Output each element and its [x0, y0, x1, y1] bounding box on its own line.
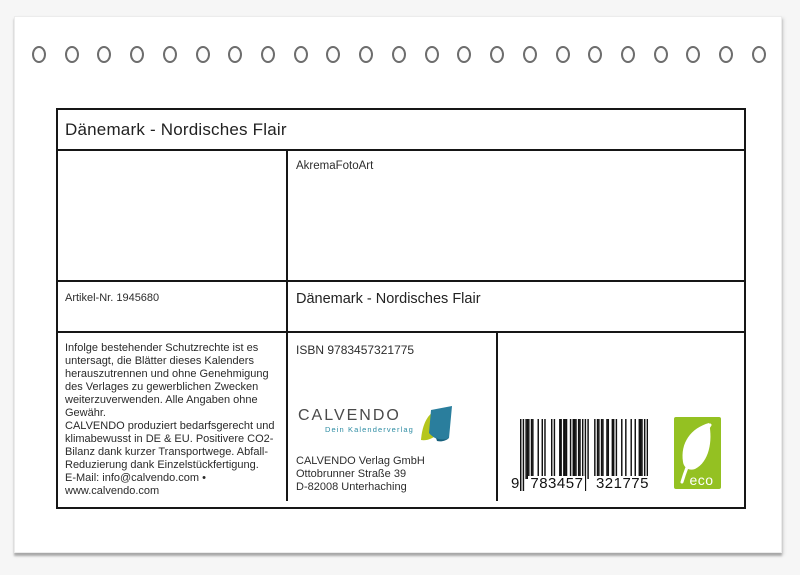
binding-hole — [32, 46, 46, 63]
binding-hole — [654, 46, 668, 63]
product-title: Dänemark - Nordisches Flair — [296, 291, 481, 307]
calendar-title: Dänemark - Nordisches Flair — [65, 119, 287, 139]
barcode-digits-left: 783457 — [530, 475, 584, 492]
calvendo-tagline: Dein Kalenderverlag — [325, 425, 414, 434]
binding-hole — [457, 46, 471, 63]
empty-cell — [58, 151, 288, 280]
binding-hole — [326, 46, 340, 63]
calvendo-wordmark-block — [298, 407, 414, 434]
legal-production-text: CALVENDO produziert bedarfsgerecht und klimabewusst in DE & EU. Positivere CO2-Bilanz dank kurzer Transportwege. Abfall-Reduzierung dank Einzelstückfertigung. — [65, 420, 275, 471]
binding-hole — [490, 46, 504, 63]
photographer-cell — [288, 151, 744, 280]
eco-badge — [674, 417, 721, 489]
article-row — [58, 282, 744, 333]
binding-hole — [359, 46, 373, 63]
publisher-city: D-82008 Unterhaching — [296, 481, 407, 493]
legal-text — [58, 333, 286, 498]
binding-hole — [752, 46, 766, 63]
binding-hole — [65, 46, 79, 63]
calvendo-page-flip-icon — [419, 405, 453, 448]
legal-contact-text: E-Mail: info@calvendo.com • www.calvendo.com — [65, 472, 206, 497]
barcode-cell — [498, 333, 744, 501]
isbn-number: ISBN 9783457321775 — [296, 343, 415, 357]
publisher-name: CALVENDO Verlag GmbH — [296, 455, 425, 467]
photographer-name: AkremaFotoArt — [296, 160, 374, 172]
binding-hole — [523, 46, 537, 63]
binding-hole — [719, 46, 733, 63]
photographer-row — [58, 151, 744, 282]
binding-hole — [621, 46, 635, 63]
publisher-street: Ottobrunner Straße 39 — [296, 468, 407, 480]
binding-hole — [261, 46, 275, 63]
barcode-digits — [509, 476, 651, 491]
binding-hole — [392, 46, 406, 63]
title-row — [58, 110, 744, 151]
info-table — [56, 108, 746, 509]
article-number-cell — [58, 282, 288, 331]
binding-hole — [294, 46, 308, 63]
publisher-address — [296, 455, 425, 494]
binding-hole — [588, 46, 602, 63]
binding-hole — [163, 46, 177, 63]
spiral-binding-holes — [32, 46, 766, 63]
binding-hole — [130, 46, 144, 63]
legal-rights-text: Infolge bestehender Schutzrechte ist es untersagt, die Blätter dieses Kalenders herauszutrennen und ohne Genehmigung des Verlages zu gewerblichen Zwecken weiterzuverwenden. Alle Angaben ohne Gewähr. — [65, 342, 269, 419]
calvendo-logo — [298, 407, 453, 448]
barcode-digit-first: 9 — [511, 475, 520, 492]
barcode-digits-right: 321775 — [595, 475, 649, 492]
binding-hole — [228, 46, 242, 63]
legal-cell — [58, 333, 288, 501]
binding-hole — [425, 46, 439, 63]
calendar-back-page — [14, 16, 782, 553]
binding-hole — [97, 46, 111, 63]
binding-hole — [686, 46, 700, 63]
article-number: Artikel-Nr. 1945680 — [65, 292, 160, 304]
calvendo-wordmark: CALVENDO — [298, 407, 401, 424]
publisher-row — [58, 333, 744, 501]
binding-hole — [196, 46, 210, 63]
ean13-barcode — [511, 419, 649, 497]
eco-label: eco — [689, 472, 714, 488]
product-title-cell — [288, 282, 744, 331]
binding-hole — [556, 46, 570, 63]
publisher-cell — [288, 333, 498, 501]
